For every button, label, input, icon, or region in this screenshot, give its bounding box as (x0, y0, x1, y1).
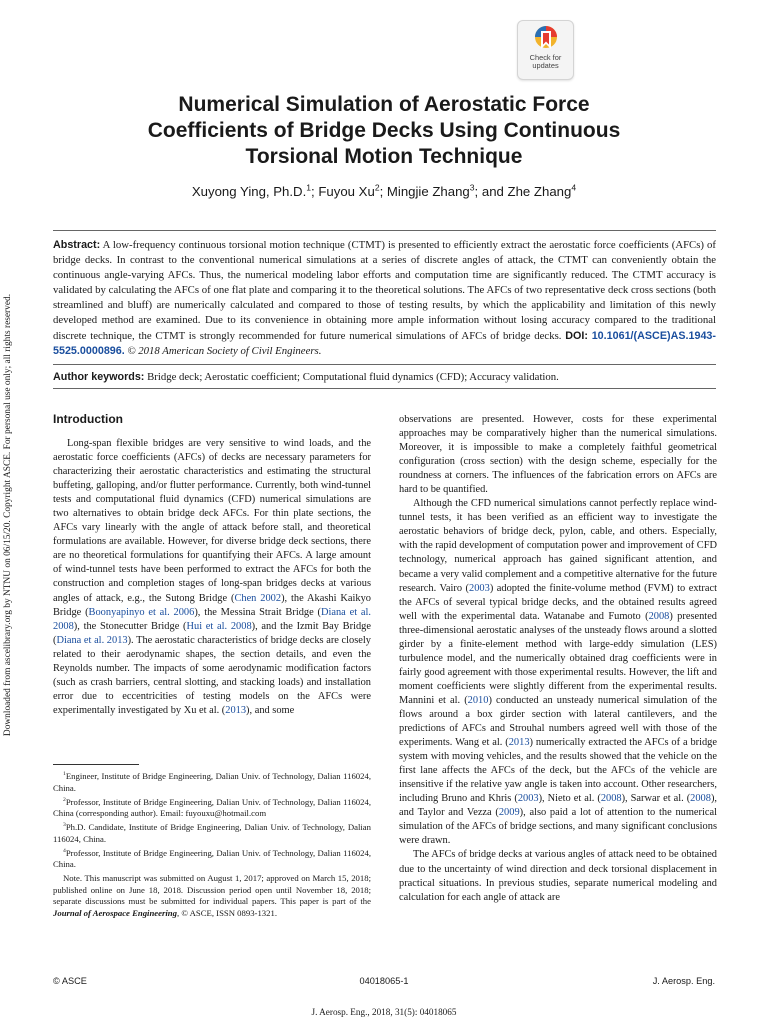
intro-paragraph-4: The AFCs of bridge decks at various angles of attack need to be obtained due to the uncertainty of wind direction and deck torsional displacement in practical situations. In previous studies, separate numerical modeling and calculation for each angle of attack are (399, 849, 717, 903)
keywords-text: Bridge deck; Aerostatic coefficient; Computational fluid dynamics (CFD); Accuracy validation. (144, 371, 559, 383)
section-heading-introduction: Introduction (53, 412, 123, 426)
intro-paragraph-3: Although the CFD numerical simulations cannot perfectly replace wind-tunnel tests, it has been verified as an efficient way to investigate the aerostatic behaviors of bridge deck, pylon, cable, and others. Especially, with the rapid development of computation power and improvement of CFD technology, numerical approach has gained significant attention, and became a very valid complement and a competitive alternative for the future research. Vairo (2003) adopted the finite-volume method (FVM) to extract the AFCs of several typical bridge decks, and the obtained results agreed well with the experimental data. Watanabe and Fumoto (2008) presented three-dimensional aerostatic analyses of the unsteady flows around a slotted girder by a finite-element method with large-eddy simulation (LES) turbulence model, and the numerically obtained drag coefficients were in fairly good agreement with those experimental results. However, the lift and moment coefficients were slightly different from the experimental results. Mannini et al. (2010) conducted an unsteady numerical simulation of the flows around a box girder section with lateral cantilevers, and the predictions of AFCs and Strouhal numbers agreed well with those of the experiments. Wang et al. (2013) numerically extracted the AFCs of a bridge system with moving vehicles, and the results showed that the vehicle on the first lane affects the AFCs of the deck, but the AFCs of the vehicle are insensitive if the relative yaw angle is taken into account. Other researchers, including Bruno and Khris (2003), Nieto et al. (2008), Sarwar et al. (2008), and Taylor and Vezza (2009), also paid a lot of attention to the numerical simulation of the AFCs of bridge sections, and many significant conclusions were drawn. (399, 498, 718, 847)
keywords-label: Author keywords: (53, 371, 145, 383)
citation-link[interactable]: 2003 (469, 582, 490, 594)
footnote-3: $^3$Ph.D. Candidate, Institute of Bridge Engineering, Dalian Univ. of Technology, Dalian 116024, China. (53, 822, 371, 844)
citation-link[interactable]: 2008 (600, 793, 622, 805)
paper-title (60, 92, 708, 170)
author-2: ; Fuyou Xu (311, 184, 375, 199)
citation-link[interactable]: 2010 (467, 694, 489, 706)
right-column (399, 413, 717, 905)
title-line-1: Numerical Simulation of Aerostatic Force (178, 93, 590, 116)
abstract-text: A low-frequency continuous torsional motion technique (CTMT) is presented to efficiently extract the aerostatic force coefficients (AFCs) of bridge decks. In contrast to the conventional numerical simulations at a series of discrete angles of attack, the CTMT can conveniently obtain the continuous angle-varying AFCs. Thus, the numerical modeling labor efforts and computation time are significantly reduced. The CTMT accuracy is validated by calculating the AFCs of one flat plate and comparing it to the theoretical solutions. The AFCs of two representative deck cross sections (both streamlined and bluff) are numerically calculated and compared to those of testing results, by which the applicability and limitation of this newly developed method are examined. Due to its convenience in obtaining more ample information without losing accuracy compared to the traditional discrete technique, the CTMT is strongly recommended for future numerical simulations of AFCs of bridge decks. (53, 239, 716, 342)
abstract-top-rule (53, 230, 716, 231)
doi-link[interactable]: 10.1061/(ASCE)AS.1943-5525.0000896. (53, 329, 716, 357)
citation-link[interactable]: 2008 (648, 610, 670, 622)
citation-line: J. Aerosp. Eng., 2018, 31(5): 04018065 (311, 1007, 457, 1017)
footnote-1: $^1$Engineer, Institute of Bridge Engineering, Dalian Univ. of Technology, Dalian 116024, China. (53, 771, 371, 793)
footnote-4: $^4$Professor, Institute of Bridge Engineering, Dalian Univ. of Technology, Dalian 116024, China. (53, 847, 371, 869)
abstract (53, 238, 716, 359)
author-list (60, 184, 708, 200)
footnote-rule (53, 764, 139, 765)
author-3-affiliation: 3 (469, 182, 475, 193)
keywords-bottom-rule (53, 388, 716, 389)
title-line-2: Coefficients of Bridge Decks Using Continuous (147, 119, 621, 142)
download-notice: Downloaded from ascelibrary.org by NTNU on 06/15/20. Copyright ASCE. For personal use only; all rights reserved. (3, 293, 13, 737)
footnote-2: $^2$Professor, Institute of Bridge Engineering, Dalian Univ. of Technology, Dalian 116024, China (corresponding author). Email: fuyouxu@hotmail.com (53, 796, 371, 818)
footnotes (53, 771, 371, 922)
author-1: Xuyong Ying, Ph.D. (191, 184, 307, 199)
citation-link[interactable]: Boonyapinyo et al. 2006 (88, 606, 195, 618)
footer-page-id: 04018065-1 (359, 976, 409, 986)
citation-link[interactable]: Hui et al. 2008 (186, 620, 252, 632)
intro-paragraph-2: observations are presented. However, costs for these experimental approaches may be comparatively higher than the numerical simulations. Moreover, it is impossible to make a completely faithful geometrical configuration (cross section) with the design scheme, especially for the roundness at corners. The influences of the fabrication errors on AFCs are hard to be quantified. (399, 414, 717, 496)
manuscript-note: Note. This manuscript was submitted on August 1, 2017; approved on March 15, 2018; published online on June 18, 2018. Discussion period open until November 18, 2018; separate discussions must be submitted for individual papers. This paper is part of the Journal of Aerospace Engineering, © ASCE, ISSN 0893-1321. (53, 873, 371, 918)
doi-label: DOI: (565, 329, 588, 342)
badge-label: Check for updates (529, 53, 562, 70)
title-line-3: Torsional Motion Technique (245, 145, 523, 168)
author-3: ; Mingjie Zhang (379, 184, 470, 199)
author-4: ; and Zhe Zhang (474, 184, 572, 199)
citation-link[interactable]: 2008 (690, 793, 711, 805)
left-column (53, 437, 371, 718)
citation-link[interactable]: 2009 (498, 807, 520, 819)
bookmark-logo-icon (533, 25, 559, 53)
citation-link[interactable]: 2013 (225, 704, 247, 716)
check-for-updates-button[interactable] (517, 20, 574, 80)
author-2-affiliation: 2 (374, 182, 380, 193)
citation-link[interactable]: Diana et al. 2013 (56, 634, 128, 646)
footer-publisher: © ASCE (53, 976, 87, 986)
citation-link[interactable]: 2013 (508, 737, 530, 749)
copyright-text: © 2018 American Society of Civil Engineers. (124, 344, 322, 357)
author-1-affiliation: 1 (306, 182, 312, 193)
abstract-label: Abstract: (53, 239, 101, 251)
footer-journal: J. Aerosp. Eng. (652, 976, 715, 986)
intro-paragraph-1: Long-span flexible bridges are very sensitive to wind loads, and the aerostatic force coefficients (AFCs) of decks are necessary parameters for characterizing their aerostatic characteristics and estimating the structural buffeting, galloping, and/or flutter performance. Currently, both wind-tunnel tests and computational fluid dynamics (CFD) numerical simulations are two alternatives to obtain bridge deck AFCs. For thin plate sections, the AFCs vary linearly with the angle of attack before stall, and theoretical formulations are available. However, for diverse bridge deck sections, there are no theoretical formulations for quantifying their AFCs. A large amount of wind-tunnel tests have been performed to extract the AFCs for both the construction and completion stages of long-span bridges decks at various angles of attack, e.g., the Sutong Bridge (Chen 2002), the Akashi Kaikyo Bridge (Boonyapinyo et al. 2006), the Messina Strait Bridge (Diana et al. 2008), the Stonecutter Bridge (Hui et al. 2008), and the Izmit Bay Bridge (Diana et al. 2013). The aerostatic characteristics of bridge decks are closely related to their aerodynamic shapes, the section details, and even the Reynolds number. The impacts of some aerodynamic modification factors (such as crash barriers, central slotting, and stacking loads) and installation error due to eccentricities of testing models on the AFCs were experimentally investigated by Xu et al. (2013), and some (53, 438, 371, 716)
keywords-top-rule (53, 364, 716, 365)
author-keywords (53, 370, 716, 384)
citation-link[interactable]: 2003 (517, 793, 539, 805)
author-4-affiliation: 4 (571, 182, 577, 193)
citation-link[interactable]: Chen 2002 (234, 592, 282, 604)
citation-link[interactable]: Diana et al. 2008 (53, 606, 371, 632)
